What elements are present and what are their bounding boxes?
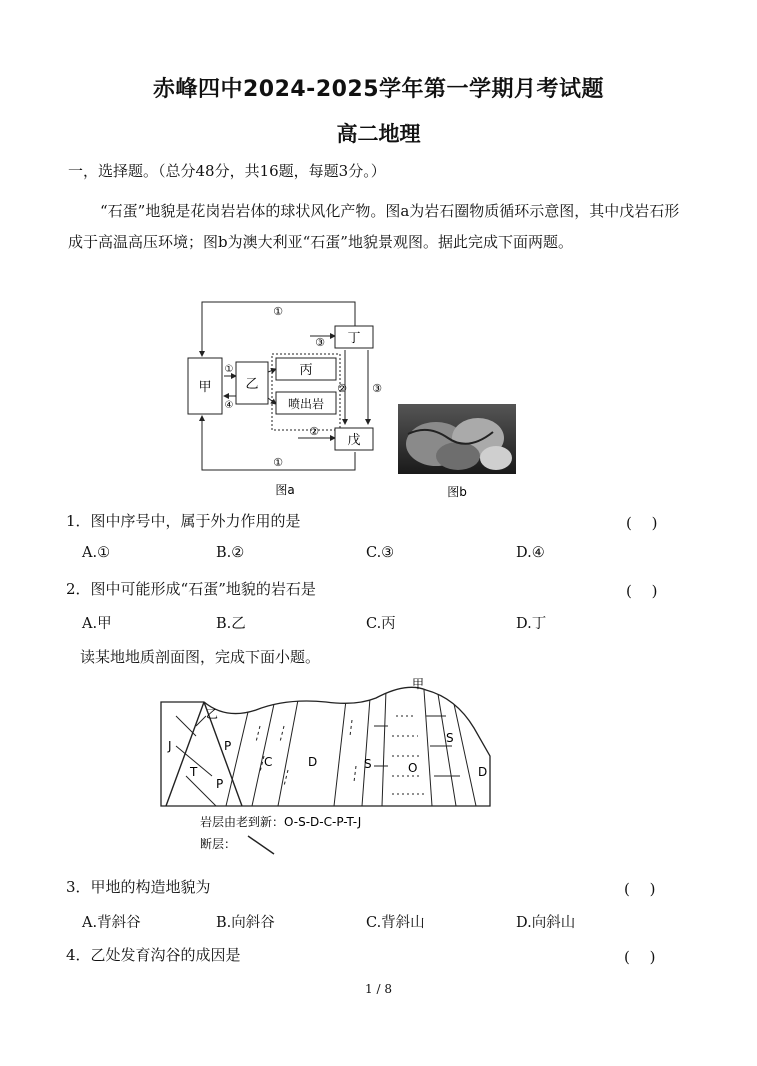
geologic-cross-section	[156, 676, 506, 862]
intro-paragraph: “石蛋”地貌是花岗岩岩体的球状风化产物。图a为岩石圈物质循环示意图，其中戊岩石形成于高温高压环境；图b为澳大利亚“石蛋”地貌景观图。据此完成下面两题。	[68, 202, 680, 251]
stratum-p-lower: P	[216, 777, 224, 791]
q1-option-a[interactable]: A.①	[82, 545, 111, 561]
arrow-label-2-right: ②	[337, 382, 347, 395]
q3-option-c[interactable]: C.背斜山	[366, 915, 425, 931]
legend-rock-order: 岩层由老到新：O-S-D-C-P-T-J	[200, 815, 362, 829]
q2-option-d[interactable]: D.丁	[516, 616, 547, 632]
box-ding: 丁	[347, 331, 361, 346]
question-3-text: 甲地的构造地貌为	[90, 878, 211, 896]
box-bing: 丙	[299, 363, 313, 378]
q1-option-d[interactable]: D.④	[516, 545, 545, 561]
stratum-s-right: S	[446, 731, 454, 745]
q3-option-d[interactable]: D.向斜山	[516, 915, 576, 931]
question-2-number: 2．	[66, 580, 91, 598]
stratum-j: J	[168, 739, 172, 753]
q1-option-c[interactable]: C.③	[366, 545, 395, 561]
question-1-number: 1．	[66, 512, 91, 530]
box-wu: 戊	[347, 433, 361, 448]
question-3-number: 3．	[66, 878, 91, 896]
rock-cycle-diagram	[180, 294, 390, 506]
legend-fault-symbol	[248, 836, 274, 854]
arrow-label-3-right: ③	[372, 382, 382, 395]
label-jia: 甲	[412, 677, 425, 691]
question-4-text: 乙处发育沟谷的成因是	[90, 946, 241, 964]
answer-blank-4[interactable]: ( )	[624, 948, 656, 966]
question-2	[66, 578, 316, 599]
question-4-number: 4．	[66, 946, 91, 964]
question-4	[66, 944, 241, 965]
stratum-c: C	[264, 755, 273, 769]
box-jia: 甲	[198, 380, 212, 395]
q2-option-b[interactable]: B.乙	[216, 616, 246, 632]
label-yi: 乙	[206, 707, 219, 721]
arrow-label-4: ④	[224, 400, 234, 411]
arrow-label-3-left: ③	[315, 336, 325, 349]
box-penchuyan: 喷出岩	[287, 397, 325, 411]
legend-fault-label: 断层：	[200, 837, 237, 851]
arrow-label-1-top: ①	[273, 305, 283, 318]
arrow-label-2-bottom: ②	[309, 425, 319, 438]
box-yi: 乙	[245, 377, 259, 392]
q3-option-b[interactable]: B.向斜谷	[216, 915, 275, 931]
stratum-o: O	[408, 761, 418, 775]
question-3	[66, 876, 211, 897]
stone-egg-photo	[398, 404, 516, 502]
answer-blank-2[interactable]: ( )	[626, 582, 658, 600]
read-prompt: 读某地地质剖面图，完成下面小题。	[80, 648, 321, 666]
question-1-text: 图中序号中，属于外力作用的是	[90, 512, 301, 530]
stratum-s-left: S	[364, 757, 372, 771]
stratum-d-right: D	[478, 765, 488, 779]
figure-b-caption: 图b	[447, 485, 467, 499]
q2-option-a[interactable]: A.甲	[82, 616, 112, 632]
stratum-d-left: D	[308, 755, 318, 769]
figure-a-caption: 图a	[275, 483, 295, 497]
stratum-t: T	[190, 765, 198, 779]
exam-title: 赤峰四中2024-2025学年第一学期月考试题	[152, 77, 605, 102]
q1-option-b[interactable]: B.②	[216, 545, 245, 561]
section-heading: 一，选择题。（总分48分，共16题，每题3分。）	[68, 162, 386, 180]
page-number: 1 / 8	[365, 982, 392, 996]
q2-option-c[interactable]: C.丙	[366, 616, 396, 632]
question-1	[66, 510, 301, 531]
stratum-p-upper: P	[224, 739, 232, 753]
question-2-text: 图中可能形成“石蛋”地貌的岩石是	[90, 580, 316, 598]
answer-blank-3[interactable]: ( )	[624, 880, 656, 898]
arrow-label-1-mid: ①	[224, 364, 234, 375]
answer-blank-1[interactable]: ( )	[626, 514, 658, 532]
exam-subject: 高二地理	[336, 122, 421, 146]
q3-option-a[interactable]: A.背斜谷	[82, 915, 141, 931]
arrow-label-1-bottom: ①	[273, 456, 283, 469]
